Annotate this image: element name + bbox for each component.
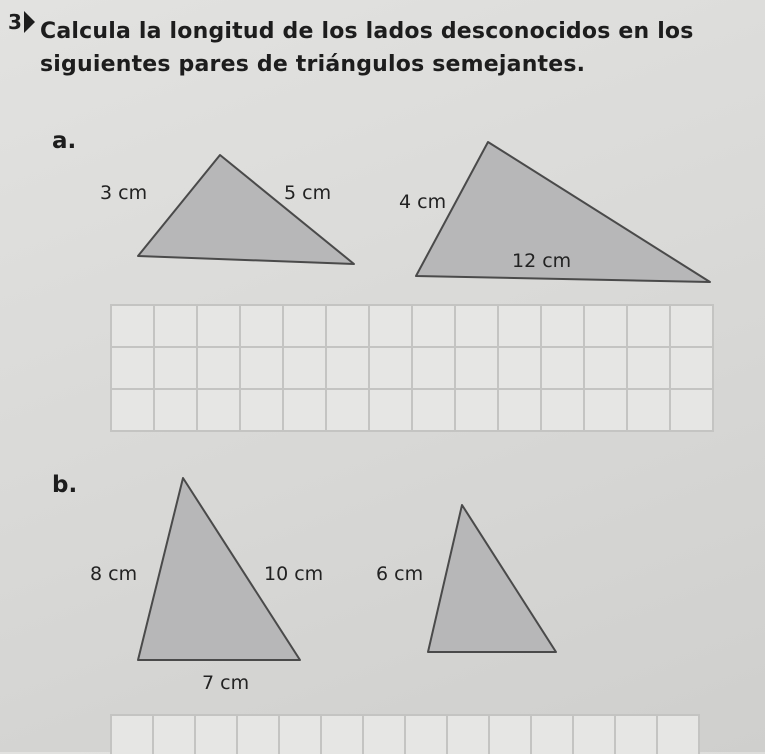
- grid-cell[interactable]: [413, 306, 456, 348]
- grid-cell[interactable]: [413, 390, 456, 432]
- grid-row: [112, 390, 714, 432]
- grid-cell[interactable]: [448, 716, 490, 754]
- grid-cell[interactable]: [532, 716, 574, 754]
- part-b-small-triangle: [428, 505, 556, 652]
- part-a-small-left-side: 3 cm: [100, 182, 148, 204]
- part-a-large-left-side: 4 cm: [399, 191, 447, 213]
- grid-cell[interactable]: [671, 390, 714, 432]
- grid-cell[interactable]: [280, 716, 322, 754]
- grid-cell[interactable]: [327, 390, 370, 432]
- grid-cell[interactable]: [628, 390, 671, 432]
- part-a-label: a.: [52, 128, 77, 154]
- grid-cell[interactable]: [198, 390, 241, 432]
- grid-cell[interactable]: [671, 306, 714, 348]
- grid-cell[interactable]: [154, 716, 196, 754]
- grid-cell[interactable]: [112, 348, 155, 390]
- part-a-large-right-side: 12 cm: [512, 250, 572, 272]
- part-a-small-right-side: 5 cm: [284, 182, 332, 204]
- grid-cell[interactable]: [585, 306, 628, 348]
- grid-cell[interactable]: [241, 390, 284, 432]
- grid-cell[interactable]: [327, 306, 370, 348]
- grid-cell[interactable]: [406, 716, 448, 754]
- grid-cell[interactable]: [456, 348, 499, 390]
- part-b-label: b.: [52, 472, 78, 498]
- grid-cell[interactable]: [284, 348, 327, 390]
- part-a-answer-grid[interactable]: [110, 304, 714, 432]
- part-b-small-left-side: 6 cm: [376, 563, 424, 585]
- grid-cell[interactable]: [155, 306, 198, 348]
- part-a-small-triangle: [138, 155, 354, 264]
- part-b-large-base: 7 cm: [202, 672, 250, 694]
- grid-cell[interactable]: [585, 390, 628, 432]
- grid-cell[interactable]: [658, 716, 700, 754]
- grid-cell[interactable]: [241, 306, 284, 348]
- exercise-number-text: 3: [8, 10, 22, 34]
- grid-cell[interactable]: [284, 306, 327, 348]
- grid-cell[interactable]: [574, 716, 616, 754]
- grid-cell[interactable]: [585, 348, 628, 390]
- part-b-answer-grid[interactable]: [110, 714, 700, 754]
- grid-cell[interactable]: [499, 390, 542, 432]
- part-b-large-left-side: 8 cm: [90, 563, 138, 585]
- grid-cell[interactable]: [370, 306, 413, 348]
- grid-cell[interactable]: [322, 716, 364, 754]
- grid-cell[interactable]: [370, 348, 413, 390]
- grid-cell[interactable]: [198, 348, 241, 390]
- grid-cell[interactable]: [238, 716, 280, 754]
- grid-cell[interactable]: [542, 390, 585, 432]
- grid-cell[interactable]: [671, 348, 714, 390]
- grid-cell[interactable]: [112, 390, 155, 432]
- part-b-large-right-side: 10 cm: [264, 563, 324, 585]
- grid-cell[interactable]: [196, 716, 238, 754]
- grid-cell[interactable]: [628, 306, 671, 348]
- grid-cell[interactable]: [112, 306, 155, 348]
- grid-cell[interactable]: [155, 390, 198, 432]
- grid-cell[interactable]: [413, 348, 456, 390]
- grid-cell[interactable]: [456, 390, 499, 432]
- grid-cell[interactable]: [628, 348, 671, 390]
- grid-cell[interactable]: [241, 348, 284, 390]
- grid-cell[interactable]: [364, 716, 406, 754]
- grid-cell[interactable]: [284, 390, 327, 432]
- grid-cell[interactable]: [370, 390, 413, 432]
- grid-cell[interactable]: [542, 348, 585, 390]
- grid-cell[interactable]: [327, 348, 370, 390]
- grid-cell[interactable]: [112, 716, 154, 754]
- grid-cell[interactable]: [490, 716, 532, 754]
- grid-row: [112, 306, 714, 348]
- grid-cell[interactable]: [155, 348, 198, 390]
- grid-cell[interactable]: [456, 306, 499, 348]
- grid-cell[interactable]: [198, 306, 241, 348]
- grid-cell[interactable]: [499, 348, 542, 390]
- grid-row: [112, 348, 714, 390]
- exercise-instruction: Calcula la longitud de los lados desconocidos en los siguientes pares de triángulos semejantes.: [40, 19, 694, 77]
- grid-cell[interactable]: [616, 716, 658, 754]
- grid-cell[interactable]: [542, 306, 585, 348]
- grid-cell[interactable]: [499, 306, 542, 348]
- grid-row: [112, 716, 700, 754]
